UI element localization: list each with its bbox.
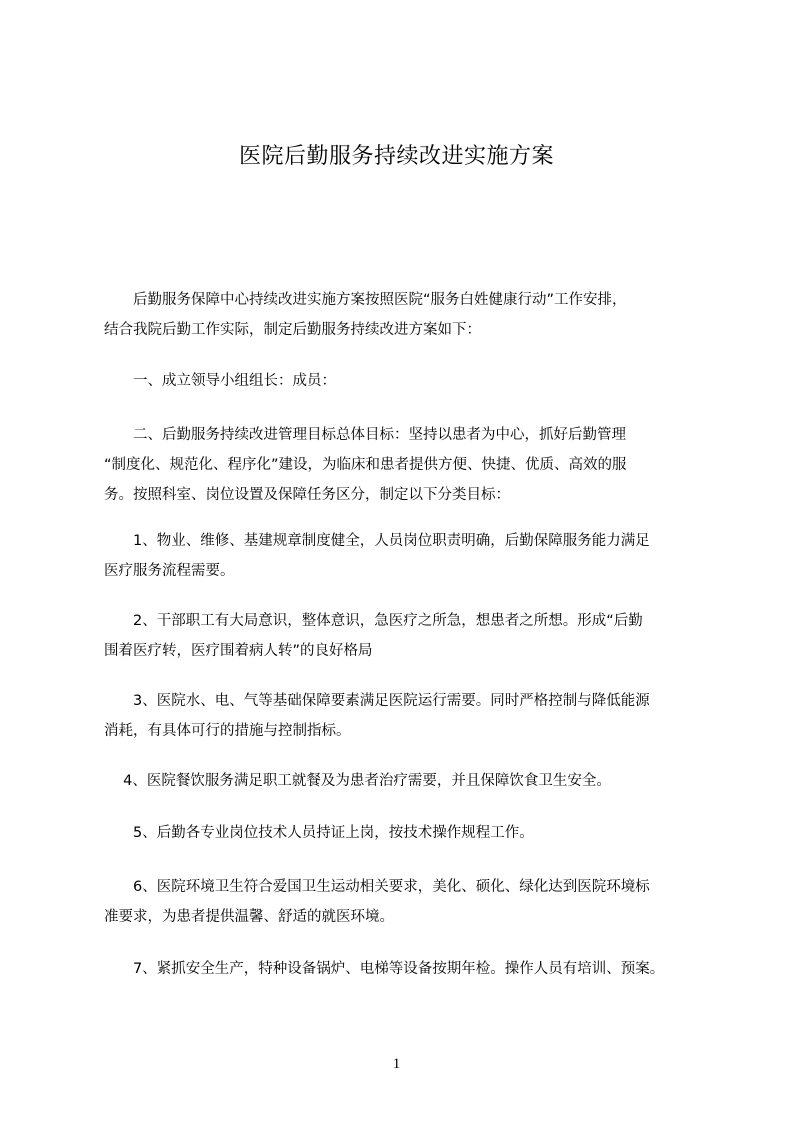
paragraph-goal-6 (104, 872, 716, 932)
paragraph-line: 消耗，有具体可行的措施与控制指标。 (104, 723, 351, 739)
page-number: 1 (392, 1056, 401, 1072)
paragraph-goal-2 (104, 606, 716, 666)
paragraph-section-2 (104, 420, 716, 510)
paragraph-line: 4、医院餐饮服务满足职工就餐及为患者治疗需要，并且保障饮食卫生安全。 (104, 773, 611, 789)
paragraph-goal-5 (104, 818, 716, 848)
paragraph-goal-7 (104, 954, 716, 984)
paragraph-line: 后勤服务保障中心持续改进实施方案按照医院“服务白姓健康行动”工作安排， (104, 292, 627, 308)
paragraph-line: 准要求，为患者提供温馨、舒适的就医环境。 (104, 909, 394, 925)
paragraph-line: 结合我院后勤工作实际，制定后勤服务持续改进方案如下： (104, 322, 481, 338)
paragraph-line: 一、成立领导小组组长：成员： (104, 373, 336, 389)
paragraph-intro (104, 285, 716, 345)
paragraph-line: 务。按照科室、岗位设置及保障任务区分，制定以下分类目标： (104, 487, 510, 503)
paragraph-line: 7、紧抓安全生产，特种设备锅炉、电梯等设备按期年检。操作人员有培训、预案。 (104, 961, 665, 977)
paragraph-line: 2、干部职工有大局意识，整体意识，急医疗之所急，想患者之所想。形成“后勤 (104, 613, 643, 629)
paragraph-line: “制度化、规范化、程序化”建设，为临床和患者提供方便、快捷、优质、高效的服 (104, 457, 627, 473)
paragraph-line: 医疗服务流程需要。 (104, 563, 235, 579)
paragraph-goal-1 (104, 526, 716, 586)
paragraph-line: 1、物业、维修、基建规章制度健全，人员岗位职责明确，后勤保障服务能力满足 (104, 533, 650, 549)
paragraph-goal-4 (104, 766, 716, 796)
paragraph-line: 围着医疗转，医疗围着病人转”的良好格局 (104, 643, 373, 659)
paragraph-section-1 (104, 366, 716, 396)
paragraph-line: 5、后勤各专业岗位技术人员持证上岗，按技术操作规程工作。 (104, 825, 534, 841)
paragraph-goal-3 (104, 686, 716, 746)
paragraph-line: 二、后勤服务持续改进管理目标总体目标：坚持以患者为中心，抓好后勤管理 (104, 427, 626, 443)
paragraph-line: 3、医院水、电、气等基础保障要素满足医院运行需要。同时严格控制与降低能源 (104, 693, 650, 709)
paragraph-line: 6、医院环境卫生符合爱国卫生运动相关要求，美化、硕化、绿化达到医院环境标 (104, 879, 650, 895)
document-title: 医院后勤服务持续改进实施方案 (238, 144, 554, 169)
